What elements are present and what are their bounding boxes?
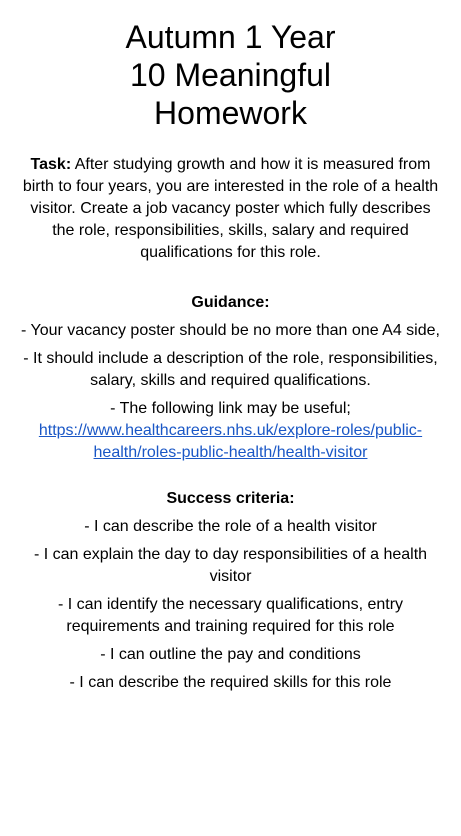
health-careers-link[interactable]: https://www.healthcareers.nhs.uk/explore-roles/public-health/roles-public-health/health-visitor	[38, 422, 423, 461]
title-line-1: Autumn 1 Year	[125, 19, 336, 55]
guidance-item-link	[20, 398, 441, 464]
success-criteria-item: - I can describe the required skills for this role	[69, 674, 392, 691]
guidance-item: - Your vacancy poster should be no more than one A4 side,	[21, 322, 440, 339]
guidance-item: - It should include a description of the role, responsibilities, salary, skills and required qualifications.	[23, 350, 438, 389]
title-line-2: 10 Meaningful	[129, 57, 332, 93]
task-label: Task:	[30, 156, 72, 173]
success-criteria-heading: Success criteria:	[166, 490, 295, 507]
success-criteria-section	[20, 488, 441, 694]
success-criteria-item: - I can explain the day to day responsibilities of a health visitor	[33, 546, 428, 585]
task-paragraph	[20, 154, 441, 264]
success-criteria-item: - I can identify the necessary qualifications, entry requirements and training required for this role	[57, 596, 404, 635]
guidance-heading: Guidance:	[191, 294, 270, 311]
success-criteria-item: - I can outline the pay and conditions	[100, 646, 361, 663]
guidance-section	[20, 292, 441, 464]
title-line-3: Homework	[154, 95, 307, 131]
task-text: After studying growth and how it is measured from birth to four years, you are interested in the role of a health visitor. Create a job vacancy poster which fully describes the role, responsibilities, skills, salary and required qualifications for this role.	[22, 156, 439, 261]
guidance-link-intro: - The following link may be useful;	[110, 400, 351, 417]
success-criteria-item: - I can describe the role of a health visitor	[84, 518, 377, 535]
page-title	[20, 18, 441, 132]
